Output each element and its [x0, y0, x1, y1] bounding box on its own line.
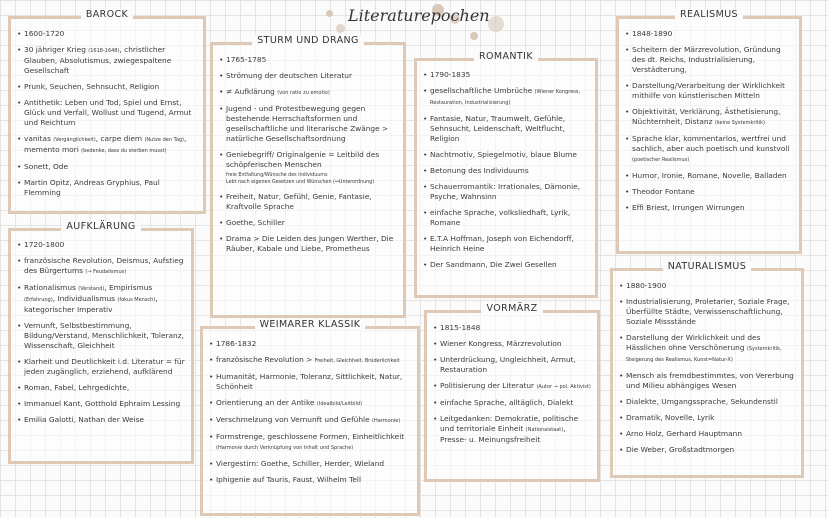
- list-item: • Antithetik: Leben und Tod, Spiel und Ernst, Glück und Verfall, Wollust und Tugend, Armut und Reichtum: [17, 98, 197, 128]
- list-item: • Strömung der deutschen Literatur: [219, 71, 397, 81]
- item-list: [11, 231, 191, 425]
- list-item: • Dramatik, Novelle, Lyrik: [619, 413, 795, 423]
- section-heading: BAROCK: [81, 9, 133, 20]
- list-item: • gesellschaftliche Umbrüche (Wiener Kongress, Restauration, Industrialisierung): [423, 86, 589, 108]
- list-item: • Theodor Fontane: [625, 187, 793, 197]
- section-romantik: [414, 51, 598, 298]
- section-heading: VORMÄRZ: [481, 303, 542, 314]
- list-item: • 1786-1832: [209, 339, 411, 349]
- list-item: • Sonett, Ode: [17, 162, 197, 172]
- item-list: [11, 19, 203, 198]
- page-title: Literaturepochen: [348, 6, 490, 25]
- list-item: • Goethe, Schiller: [219, 218, 397, 228]
- list-item: • einfache Sprache, alltäglich, Dialekt: [433, 398, 591, 408]
- list-item: • Formstrenge, geschlossene Formen, Einheitlichkeit (Harmonie durch Verknüpfung von Inhalt und Sprache): [209, 432, 411, 453]
- section-heading: REALISMUS: [675, 9, 743, 20]
- decor-dot: [470, 32, 478, 40]
- section-naturalismus: [610, 261, 804, 478]
- list-item: • Politisierung der Literatur (Autor → pol. Aktivist): [433, 381, 591, 392]
- list-item: • vanitas (Vergänglichkeit), carpe diem (Nutze den Tag), memento mori (bedenke, dass du sterben musst): [17, 134, 197, 156]
- list-item: • Viergestirn: Goethe, Schiller, Herder, Wieland: [209, 459, 411, 469]
- list-item: • Objektivität, Verklärung, Ästhetisierung, Nüchternheit, Distanz (keine Systemkritik): [625, 107, 793, 128]
- section-heading: STURM UND DRANG: [252, 35, 364, 46]
- list-item: • Jugend - und Protestbewegung gegen bestehende Herrschaftsformen und gesellschaftliche und literarische Zwänge > natürliche Gesellschaftsordnung: [219, 104, 397, 144]
- section-aufklaerung: [8, 221, 194, 464]
- list-item: • 30 jähriger Krieg (1618-1648), christlicher Glauben, Absolutismus, zwiegespaltene Gesellschaft: [17, 45, 197, 76]
- decor-dot: [488, 16, 504, 32]
- section-realismus: [616, 9, 802, 254]
- list-item: • Drama > Die Leiden des Jungen Werther, Die Räuber, Kabale und Liebe, Prometheus: [219, 234, 397, 254]
- list-item: • französische Revolution, Deismus, Aufstieg des Bürgertums (→ Feudalismus): [17, 256, 185, 277]
- list-item: • einfache Sprache, volksliedhaft, Lyrik, Romane: [423, 208, 589, 228]
- item-list: [213, 45, 403, 254]
- list-item: • Mensch als fremdbestimmtes, von Vererbung und Milieu abhängiges Wesen: [619, 371, 795, 391]
- list-item: • Scheitern der Märzrevolution, Gründung des dt. Reichs, Industrialisierung, Verstädterung,: [625, 45, 793, 75]
- section-vormaerz: [424, 303, 600, 482]
- list-item: • Roman, Fabel, Lehrgedichte,: [17, 383, 185, 393]
- list-item: • Die Weber, Großstadtmorgen: [619, 445, 795, 455]
- section-sturm-und-drang: [210, 35, 406, 318]
- list-item: • Unterdrückung, Ungleichheit, Armut, Restauration: [433, 355, 591, 375]
- list-item: • Nachtmotiv, Spiegelmotiv, blaue Blume: [423, 150, 589, 160]
- decor-dot: [326, 10, 333, 17]
- list-item: • Schauerromantik: Irrationales, Dämonie, Psyche, Wahnsinn: [423, 182, 589, 202]
- list-item: • Vernunft, Selbstbestimmung, Bildung/Verstand, Menschlichkeit, Toleranz, Wissenschaft, Gleichheit: [17, 321, 185, 351]
- list-item: • Arno Holz, Gerhard Hauptmann: [619, 429, 795, 439]
- list-item: • Orientierung an der Antike (Idealbild/Leitbild): [209, 398, 411, 409]
- list-item: • 1848-1890: [625, 29, 793, 39]
- section-heading: WEIMARER KLASSIK: [255, 319, 366, 330]
- list-item: • Verschmelzung von Vernunft und Gefühle (Harmonie): [209, 415, 411, 426]
- list-item: • Klarheit und Deutlichkeit i.d. Literatur = für jeden zugänglich, erziehend, aufklärend: [17, 357, 185, 377]
- list-item: • Geniebegriff/ Originalgenie = Leitbild des schöpferischen Menschen freie Entfaltung/Wünsche des Individuums Lebt nach eigenen Gesetzen und Wünschen (↔Unterordnung): [219, 150, 397, 186]
- item-list: [417, 61, 595, 270]
- list-item: • 1600-1720: [17, 29, 197, 39]
- list-item: • Betonung des Individuums: [423, 166, 589, 176]
- list-item: • 1815-1848: [433, 323, 591, 333]
- list-item: • 1720-1800: [17, 240, 185, 250]
- section-weimarer-klassik: [200, 319, 420, 516]
- item-list: [619, 19, 799, 213]
- list-item: • 1765-1785: [219, 55, 397, 65]
- list-item: • ≠ Aufklärung (von ratio zu emotio): [219, 87, 397, 98]
- list-item: • E.T.A Hoffman, Joseph von Eichendorff, Heinrich Heine: [423, 234, 589, 254]
- section-heading: NATURALISMUS: [663, 261, 751, 272]
- list-item: • Leitgedanken: Demokratie, politische und territoriale Einheit (Nationalstaat), Presse- u. Meinungsfreiheit: [433, 414, 591, 445]
- list-item: • Immanuel Kant, Gotthold Ephraim Lessing: [17, 399, 185, 409]
- list-item: • französische Revolution > Freiheit, Gleichheit, Brüderlichkeit: [209, 355, 411, 366]
- decor-dot: [336, 24, 345, 33]
- list-item: • Humor, Ironie, Romane, Novelle, Balladen: [625, 171, 793, 181]
- list-item: • Wiener Kongress, Märzrevolution: [433, 339, 591, 349]
- list-item: • Freiheit, Natur, Gefühl, Genie, Fantasie, Kraftvolle Sprache: [219, 192, 397, 212]
- list-item: • Der Sandmann, Die Zwei Gesellen: [423, 260, 589, 270]
- list-item: • 1790-1835: [423, 70, 589, 80]
- list-item: • Darstellung der Wirklichkeit und des Hässlichen ohne Verschönerung (Systemkritik, Steigerung des Realismus, Kunst=Natur-X): [619, 333, 795, 365]
- list-item: • 1880-1900: [619, 281, 795, 291]
- section-barock: [8, 9, 206, 214]
- list-item: • Iphigenie auf Tauris, Faust, Wilhelm Tell: [209, 475, 411, 485]
- list-item: • Effi Briest, Irrungen Wirrungen: [625, 203, 793, 213]
- list-item: • Industrialisierung, Proletarier, Soziale Frage, Überfüllte Städte, Verwissenschaftlichung, Soziale Missstände: [619, 297, 795, 327]
- item-list: [427, 313, 597, 445]
- list-item: • Darstellung/Verarbeitung der Wirklichkeit mithilfe von künstlerischen Mitteln: [625, 81, 793, 101]
- list-item: • Humanität, Harmonie, Toleranz, Sittlichkeit, Natur, Schönheit: [209, 372, 411, 392]
- section-heading: AUFKLÄRUNG: [61, 221, 140, 232]
- list-item: • Emilia Galotti, Nathan der Weise: [17, 415, 185, 425]
- list-item: • Fantasie, Natur, Traumwelt, Gefühle, Sehnsucht, Leidenschaft, Weltflucht, Religion: [423, 114, 589, 144]
- section-heading: ROMANTIK: [474, 51, 538, 62]
- list-item: • Dialekte, Umgangssprache, Sekundenstil: [619, 397, 795, 407]
- list-item: • Sprache klar, kommentarlos, wertfrei und sachlich, aber auch poetisch und kunstvoll (poetischer Realismus): [625, 134, 793, 165]
- list-item: • Martin Opitz, Andreas Gryphius, Paul Flemming: [17, 178, 197, 198]
- item-list: [613, 271, 801, 455]
- item-list: [203, 329, 417, 485]
- list-item: • Rationalismus (Verstand), Empirismus (Erfahrung), Individualismus (fokus Mensch), kategorischer Imperativ: [17, 283, 185, 315]
- list-item: • Prunk, Seuchen, Sehnsucht, Religion: [17, 82, 197, 92]
